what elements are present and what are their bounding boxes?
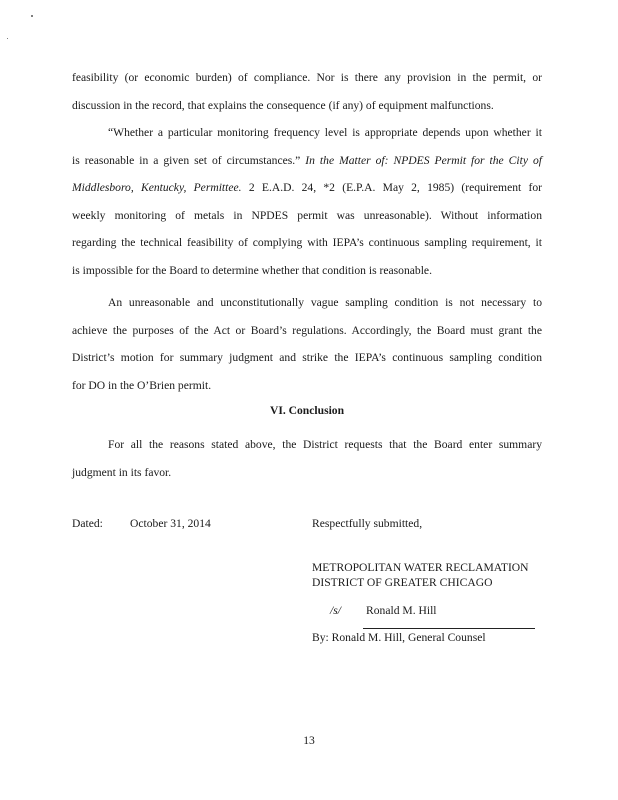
- scan-speck: [31, 15, 33, 17]
- text-line: “Whether a particular monitoring frequency level is appropriate depends upon whether it: [108, 126, 542, 139]
- citation-text: 2 E.A.D. 24, *2 (E.P.A. May 2, 1985) (requirement for: [248, 181, 542, 194]
- by-line: By: Ronald M. Hill, General Counsel: [312, 631, 486, 644]
- closing: Respectfully submitted,: [312, 517, 423, 530]
- text-line: feasibility (or economic burden) of compliance. Nor is there any provision in the permit, or: [72, 71, 542, 84]
- signature-line: [363, 628, 535, 629]
- scan-speck: [7, 38, 8, 39]
- paragraph-4: [72, 431, 542, 486]
- case-citation: In the Matter of: NPDES Permit for the City of: [305, 153, 542, 167]
- text-line: District’s motion for summary judgment and strike the IEPA’s continuous sampling condition: [72, 351, 542, 364]
- dated-label: Dated:: [72, 517, 103, 530]
- text-line: [72, 174, 542, 202]
- signature-mark: /s/: [330, 604, 341, 617]
- text-line: An unreasonable and unconstitutionally vague sampling condition is not necessary to: [108, 296, 542, 309]
- text-line: discussion in the record, that explains the consequence (if any) of equipment malfunctions.: [72, 98, 494, 112]
- organization-line-1: METROPOLITAN WATER RECLAMATION: [312, 561, 529, 574]
- quote-text: is reasonable in a given set of circumstances.”: [72, 153, 301, 167]
- text-line: for DO in the O’Brien permit.: [72, 378, 212, 392]
- paragraph-3: [72, 289, 542, 399]
- signature-name: Ronald M. Hill: [366, 604, 437, 617]
- paragraph-2: [72, 119, 542, 284]
- text-line: For all the reasons stated above, the District requests that the Board enter summary: [108, 438, 542, 451]
- text-line: regarding the technical feasibility of complying with IEPA’s continuous sampling requirement, it: [72, 236, 542, 249]
- text-line: [72, 147, 542, 175]
- text-line: is impossible for the Board to determine whether that condition is reasonable.: [72, 263, 432, 277]
- section-heading: VI. Conclusion: [269, 404, 345, 417]
- organization-line-2: DISTRICT OF GREATER CHICAGO: [312, 576, 493, 589]
- date-value: October 31, 2014: [130, 517, 211, 530]
- text-line: weekly monitoring of metals in NPDES permit was unreasonable). Without information: [72, 208, 542, 222]
- text-line: judgment in its favor.: [72, 465, 172, 479]
- page-number: 13: [303, 734, 315, 747]
- text-line: achieve the purposes of the Act or Board’s regulations. Accordingly, the Board must grant the: [72, 323, 542, 337]
- case-citation: Middlesboro, Kentucky, Permittee.: [72, 181, 242, 194]
- paragraph-1: [72, 64, 542, 119]
